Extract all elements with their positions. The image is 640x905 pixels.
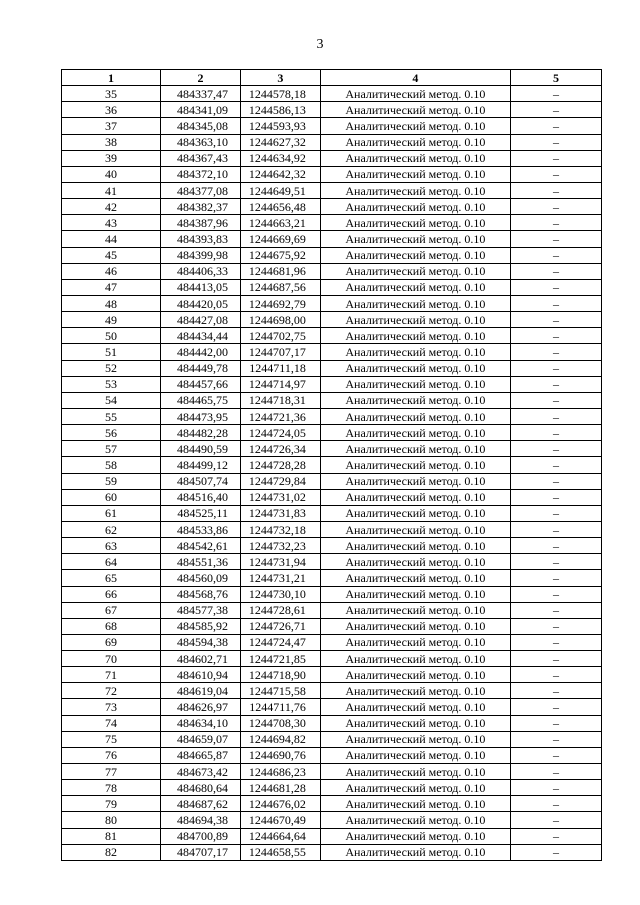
point-number-cell: 48: [62, 295, 161, 311]
y-coordinate-cell: 1244728,28: [240, 457, 320, 473]
y-coordinate-cell: 1244726,71: [240, 618, 320, 634]
y-coordinate-cell: 1244670,49: [240, 812, 320, 828]
table-row: [62, 182, 602, 198]
table-row: [62, 844, 602, 860]
x-coordinate-cell: 484473,95: [161, 408, 241, 424]
method-cell: Аналитический метод. 0.10: [320, 699, 510, 715]
method-cell: Аналитический метод. 0.10: [320, 408, 510, 424]
method-cell: Аналитический метод. 0.10: [320, 425, 510, 441]
point-number-cell: 68: [62, 618, 161, 634]
method-cell: Аналитический метод. 0.10: [320, 441, 510, 457]
y-coordinate-cell: 1244726,34: [240, 441, 320, 457]
method-cell: Аналитический метод. 0.10: [320, 473, 510, 489]
dash-cell: –: [510, 570, 601, 586]
table-row: [62, 586, 602, 602]
x-coordinate-cell: 484337,47: [161, 86, 241, 102]
y-coordinate-cell: 1244732,18: [240, 521, 320, 537]
dash-cell: –: [510, 651, 601, 667]
point-number-cell: 45: [62, 247, 161, 263]
table-row: [62, 812, 602, 828]
method-cell: Аналитический метод. 0.10: [320, 731, 510, 747]
dash-cell: –: [510, 505, 601, 521]
x-coordinate-cell: 484382,37: [161, 199, 241, 215]
method-cell: Аналитический метод. 0.10: [320, 667, 510, 683]
coordinates-table: [61, 69, 602, 861]
x-coordinate-cell: 484413,05: [161, 279, 241, 295]
dash-cell: –: [510, 166, 601, 182]
dash-cell: –: [510, 408, 601, 424]
x-coordinate-cell: 484602,71: [161, 651, 241, 667]
x-coordinate-cell: 484457,66: [161, 376, 241, 392]
table-row: [62, 764, 602, 780]
point-number-cell: 35: [62, 86, 161, 102]
header-col-2: 2: [161, 70, 241, 86]
x-coordinate-cell: 484465,75: [161, 392, 241, 408]
x-coordinate-cell: 484687,62: [161, 796, 241, 812]
y-coordinate-cell: 1244649,51: [240, 182, 320, 198]
method-cell: Аналитический метод. 0.10: [320, 182, 510, 198]
x-coordinate-cell: 484665,87: [161, 747, 241, 763]
point-number-cell: 62: [62, 521, 161, 537]
method-cell: Аналитический метод. 0.10: [320, 538, 510, 554]
point-number-cell: 74: [62, 715, 161, 731]
point-number-cell: 69: [62, 634, 161, 650]
point-number-cell: 41: [62, 182, 161, 198]
dash-cell: –: [510, 586, 601, 602]
x-coordinate-cell: 484673,42: [161, 764, 241, 780]
table-row: [62, 215, 602, 231]
dash-cell: –: [510, 215, 601, 231]
y-coordinate-cell: 1244731,21: [240, 570, 320, 586]
method-cell: Аналитический метод. 0.10: [320, 602, 510, 618]
dash-cell: –: [510, 812, 601, 828]
method-cell: Аналитический метод. 0.10: [320, 295, 510, 311]
table-row: [62, 312, 602, 328]
point-number-cell: 39: [62, 150, 161, 166]
y-coordinate-cell: 1244658,55: [240, 844, 320, 860]
dash-cell: –: [510, 457, 601, 473]
y-coordinate-cell: 1244690,76: [240, 747, 320, 763]
point-number-cell: 53: [62, 376, 161, 392]
table-row: [62, 166, 602, 182]
table-row: [62, 489, 602, 505]
header-col-5: 5: [510, 70, 601, 86]
method-cell: Аналитический метод. 0.10: [320, 263, 510, 279]
dash-cell: –: [510, 538, 601, 554]
header-col-4: 4: [320, 70, 510, 86]
method-cell: Аналитический метод. 0.10: [320, 570, 510, 586]
y-coordinate-cell: 1244724,47: [240, 634, 320, 650]
y-coordinate-cell: 1244707,17: [240, 344, 320, 360]
header-col-3: 3: [240, 70, 320, 86]
table-row: [62, 796, 602, 812]
dash-cell: –: [510, 150, 601, 166]
method-cell: Аналитический метод. 0.10: [320, 505, 510, 521]
method-cell: Аналитический метод. 0.10: [320, 796, 510, 812]
x-coordinate-cell: 484393,83: [161, 231, 241, 247]
dash-cell: –: [510, 118, 601, 134]
y-coordinate-cell: 1244681,28: [240, 780, 320, 796]
method-cell: Аналитический метод. 0.10: [320, 376, 510, 392]
dash-cell: –: [510, 182, 601, 198]
y-coordinate-cell: 1244586,13: [240, 102, 320, 118]
dash-cell: –: [510, 489, 601, 505]
dash-cell: –: [510, 134, 601, 150]
y-coordinate-cell: 1244714,97: [240, 376, 320, 392]
dash-cell: –: [510, 602, 601, 618]
method-cell: Аналитический метод. 0.10: [320, 715, 510, 731]
x-coordinate-cell: 484499,12: [161, 457, 241, 473]
method-cell: Аналитический метод. 0.10: [320, 844, 510, 860]
point-number-cell: 79: [62, 796, 161, 812]
dash-cell: –: [510, 554, 601, 570]
y-coordinate-cell: 1244731,94: [240, 554, 320, 570]
table-row: [62, 376, 602, 392]
method-cell: Аналитический метод. 0.10: [320, 215, 510, 231]
table-row: [62, 554, 602, 570]
point-number-cell: 76: [62, 747, 161, 763]
dash-cell: –: [510, 247, 601, 263]
method-cell: Аналитический метод. 0.10: [320, 86, 510, 102]
x-coordinate-cell: 484626,97: [161, 699, 241, 715]
method-cell: Аналитический метод. 0.10: [320, 166, 510, 182]
table-row: [62, 731, 602, 747]
dash-cell: –: [510, 828, 601, 844]
x-coordinate-cell: 484442,00: [161, 344, 241, 360]
method-cell: Аналитический метод. 0.10: [320, 134, 510, 150]
dash-cell: –: [510, 747, 601, 763]
y-coordinate-cell: 1244627,32: [240, 134, 320, 150]
point-number-cell: 63: [62, 538, 161, 554]
dash-cell: –: [510, 328, 601, 344]
table-row: [62, 780, 602, 796]
x-coordinate-cell: 484434,44: [161, 328, 241, 344]
y-coordinate-cell: 1244730,10: [240, 586, 320, 602]
x-coordinate-cell: 484363,10: [161, 134, 241, 150]
point-number-cell: 55: [62, 408, 161, 424]
y-coordinate-cell: 1244692,79: [240, 295, 320, 311]
y-coordinate-cell: 1244731,83: [240, 505, 320, 521]
table-row: [62, 618, 602, 634]
y-coordinate-cell: 1244681,96: [240, 263, 320, 279]
table-row: [62, 747, 602, 763]
y-coordinate-cell: 1244732,23: [240, 538, 320, 554]
y-coordinate-cell: 1244669,69: [240, 231, 320, 247]
method-cell: Аналитический метод. 0.10: [320, 344, 510, 360]
method-cell: Аналитический метод. 0.10: [320, 521, 510, 537]
dash-cell: –: [510, 392, 601, 408]
y-coordinate-cell: 1244634,92: [240, 150, 320, 166]
dash-cell: –: [510, 231, 601, 247]
header-col-1: 1: [62, 70, 161, 86]
point-number-cell: 36: [62, 102, 161, 118]
point-number-cell: 70: [62, 651, 161, 667]
point-number-cell: 71: [62, 667, 161, 683]
y-coordinate-cell: 1244702,75: [240, 328, 320, 344]
table-row: [62, 441, 602, 457]
table-row: [62, 521, 602, 537]
dash-cell: –: [510, 634, 601, 650]
y-coordinate-cell: 1244711,18: [240, 360, 320, 376]
x-coordinate-cell: 484533,86: [161, 521, 241, 537]
dash-cell: –: [510, 796, 601, 812]
point-number-cell: 46: [62, 263, 161, 279]
table-row: [62, 86, 602, 102]
point-number-cell: 47: [62, 279, 161, 295]
table-row: [62, 683, 602, 699]
method-cell: Аналитический метод. 0.10: [320, 651, 510, 667]
table-row: [62, 134, 602, 150]
y-coordinate-cell: 1244694,82: [240, 731, 320, 747]
table-row: [62, 150, 602, 166]
table-row: [62, 651, 602, 667]
y-coordinate-cell: 1244724,05: [240, 425, 320, 441]
point-number-cell: 51: [62, 344, 161, 360]
table-row: [62, 667, 602, 683]
y-coordinate-cell: 1244721,36: [240, 408, 320, 424]
x-coordinate-cell: 484542,61: [161, 538, 241, 554]
point-number-cell: 56: [62, 425, 161, 441]
table-row: [62, 408, 602, 424]
x-coordinate-cell: 484341,09: [161, 102, 241, 118]
y-coordinate-cell: 1244664,64: [240, 828, 320, 844]
table-row: [62, 199, 602, 215]
dash-cell: –: [510, 279, 601, 295]
dash-cell: –: [510, 731, 601, 747]
point-number-cell: 50: [62, 328, 161, 344]
method-cell: Аналитический метод. 0.10: [320, 812, 510, 828]
point-number-cell: 59: [62, 473, 161, 489]
dash-cell: –: [510, 102, 601, 118]
method-cell: Аналитический метод. 0.10: [320, 586, 510, 602]
dash-cell: –: [510, 263, 601, 279]
table-row: [62, 715, 602, 731]
point-number-cell: 61: [62, 505, 161, 521]
point-number-cell: 82: [62, 844, 161, 860]
x-coordinate-cell: 484427,08: [161, 312, 241, 328]
table-row: [62, 328, 602, 344]
table-row: [62, 473, 602, 489]
x-coordinate-cell: 484700,89: [161, 828, 241, 844]
point-number-cell: 67: [62, 602, 161, 618]
x-coordinate-cell: 484345,08: [161, 118, 241, 134]
method-cell: Аналитический метод. 0.10: [320, 457, 510, 473]
method-cell: Аналитический метод. 0.10: [320, 618, 510, 634]
dash-cell: –: [510, 521, 601, 537]
point-number-cell: 78: [62, 780, 161, 796]
point-number-cell: 75: [62, 731, 161, 747]
point-number-cell: 81: [62, 828, 161, 844]
x-coordinate-cell: 484482,28: [161, 425, 241, 441]
method-cell: Аналитический метод. 0.10: [320, 360, 510, 376]
point-number-cell: 44: [62, 231, 161, 247]
x-coordinate-cell: 484568,76: [161, 586, 241, 602]
y-coordinate-cell: 1244729,84: [240, 473, 320, 489]
x-coordinate-cell: 484610,94: [161, 667, 241, 683]
x-coordinate-cell: 484367,43: [161, 150, 241, 166]
y-coordinate-cell: 1244718,31: [240, 392, 320, 408]
point-number-cell: 80: [62, 812, 161, 828]
point-number-cell: 52: [62, 360, 161, 376]
dash-cell: –: [510, 780, 601, 796]
method-cell: Аналитический метод. 0.10: [320, 199, 510, 215]
method-cell: Аналитический метод. 0.10: [320, 747, 510, 763]
dash-cell: –: [510, 844, 601, 860]
x-coordinate-cell: 484507,74: [161, 473, 241, 489]
point-number-cell: 57: [62, 441, 161, 457]
point-number-cell: 38: [62, 134, 161, 150]
table-header-row: [62, 70, 602, 86]
y-coordinate-cell: 1244687,56: [240, 279, 320, 295]
x-coordinate-cell: 484399,98: [161, 247, 241, 263]
point-number-cell: 37: [62, 118, 161, 134]
x-coordinate-cell: 484387,96: [161, 215, 241, 231]
x-coordinate-cell: 484694,38: [161, 812, 241, 828]
table-row: [62, 247, 602, 263]
table-row: [62, 231, 602, 247]
dash-cell: –: [510, 344, 601, 360]
dash-cell: –: [510, 295, 601, 311]
method-cell: Аналитический метод. 0.10: [320, 102, 510, 118]
page-number: 3: [316, 37, 324, 52]
table-row: [62, 102, 602, 118]
table-row: [62, 505, 602, 521]
method-cell: Аналитический метод. 0.10: [320, 634, 510, 650]
table-row: [62, 344, 602, 360]
point-number-cell: 73: [62, 699, 161, 715]
point-number-cell: 64: [62, 554, 161, 570]
table-row: [62, 279, 602, 295]
method-cell: Аналитический метод. 0.10: [320, 489, 510, 505]
y-coordinate-cell: 1244718,90: [240, 667, 320, 683]
x-coordinate-cell: 484619,04: [161, 683, 241, 699]
point-number-cell: 42: [62, 199, 161, 215]
table-row: [62, 118, 602, 134]
y-coordinate-cell: 1244731,02: [240, 489, 320, 505]
dash-cell: –: [510, 764, 601, 780]
point-number-cell: 60: [62, 489, 161, 505]
x-coordinate-cell: 484707,17: [161, 844, 241, 860]
point-number-cell: 58: [62, 457, 161, 473]
dash-cell: –: [510, 473, 601, 489]
dash-cell: –: [510, 86, 601, 102]
method-cell: Аналитический метод. 0.10: [320, 247, 510, 263]
x-coordinate-cell: 484594,38: [161, 634, 241, 650]
method-cell: Аналитический метод. 0.10: [320, 764, 510, 780]
dash-cell: –: [510, 618, 601, 634]
x-coordinate-cell: 484525,11: [161, 505, 241, 521]
y-coordinate-cell: 1244578,18: [240, 86, 320, 102]
point-number-cell: 65: [62, 570, 161, 586]
method-cell: Аналитический метод. 0.10: [320, 828, 510, 844]
y-coordinate-cell: 1244686,23: [240, 764, 320, 780]
x-coordinate-cell: 484377,08: [161, 182, 241, 198]
x-coordinate-cell: 484634,10: [161, 715, 241, 731]
y-coordinate-cell: 1244663,21: [240, 215, 320, 231]
dash-cell: –: [510, 376, 601, 392]
point-number-cell: 40: [62, 166, 161, 182]
x-coordinate-cell: 484680,64: [161, 780, 241, 796]
point-number-cell: 66: [62, 586, 161, 602]
x-coordinate-cell: 484449,78: [161, 360, 241, 376]
x-coordinate-cell: 484577,38: [161, 602, 241, 618]
x-coordinate-cell: 484406,33: [161, 263, 241, 279]
x-coordinate-cell: 484490,59: [161, 441, 241, 457]
y-coordinate-cell: 1244721,85: [240, 651, 320, 667]
table-row: [62, 392, 602, 408]
point-number-cell: 49: [62, 312, 161, 328]
y-coordinate-cell: 1244642,32: [240, 166, 320, 182]
table-row: [62, 360, 602, 376]
dash-cell: –: [510, 425, 601, 441]
x-coordinate-cell: 484551,36: [161, 554, 241, 570]
table-row: [62, 602, 602, 618]
method-cell: Аналитический метод. 0.10: [320, 392, 510, 408]
x-coordinate-cell: 484516,40: [161, 489, 241, 505]
table-row: [62, 828, 602, 844]
table-row: [62, 295, 602, 311]
y-coordinate-cell: 1244676,02: [240, 796, 320, 812]
dash-cell: –: [510, 360, 601, 376]
x-coordinate-cell: 484372,10: [161, 166, 241, 182]
y-coordinate-cell: 1244656,48: [240, 199, 320, 215]
method-cell: Аналитический метод. 0.10: [320, 279, 510, 295]
method-cell: Аналитический метод. 0.10: [320, 328, 510, 344]
table-row: [62, 634, 602, 650]
dash-cell: –: [510, 667, 601, 683]
method-cell: Аналитический метод. 0.10: [320, 231, 510, 247]
method-cell: Аналитический метод. 0.10: [320, 118, 510, 134]
dash-cell: –: [510, 715, 601, 731]
method-cell: Аналитический метод. 0.10: [320, 683, 510, 699]
y-coordinate-cell: 1244698,00: [240, 312, 320, 328]
table-row: [62, 570, 602, 586]
y-coordinate-cell: 1244675,92: [240, 247, 320, 263]
table-row: [62, 425, 602, 441]
y-coordinate-cell: 1244715,58: [240, 683, 320, 699]
method-cell: Аналитический метод. 0.10: [320, 554, 510, 570]
x-coordinate-cell: 484659,07: [161, 731, 241, 747]
y-coordinate-cell: 1244593,93: [240, 118, 320, 134]
dash-cell: –: [510, 199, 601, 215]
table-row: [62, 538, 602, 554]
y-coordinate-cell: 1244728,61: [240, 602, 320, 618]
dash-cell: –: [510, 699, 601, 715]
method-cell: Аналитический метод. 0.10: [320, 312, 510, 328]
point-number-cell: 43: [62, 215, 161, 231]
y-coordinate-cell: 1244708,30: [240, 715, 320, 731]
dash-cell: –: [510, 312, 601, 328]
table-row: [62, 457, 602, 473]
dash-cell: –: [510, 683, 601, 699]
table-row: [62, 699, 602, 715]
x-coordinate-cell: 484560,09: [161, 570, 241, 586]
x-coordinate-cell: 484420,05: [161, 295, 241, 311]
y-coordinate-cell: 1244711,76: [240, 699, 320, 715]
method-cell: Аналитический метод. 0.10: [320, 780, 510, 796]
table-body: [62, 86, 602, 861]
point-number-cell: 54: [62, 392, 161, 408]
point-number-cell: 77: [62, 764, 161, 780]
point-number-cell: 72: [62, 683, 161, 699]
table-row: [62, 263, 602, 279]
x-coordinate-cell: 484585,92: [161, 618, 241, 634]
dash-cell: –: [510, 441, 601, 457]
method-cell: Аналитический метод. 0.10: [320, 150, 510, 166]
